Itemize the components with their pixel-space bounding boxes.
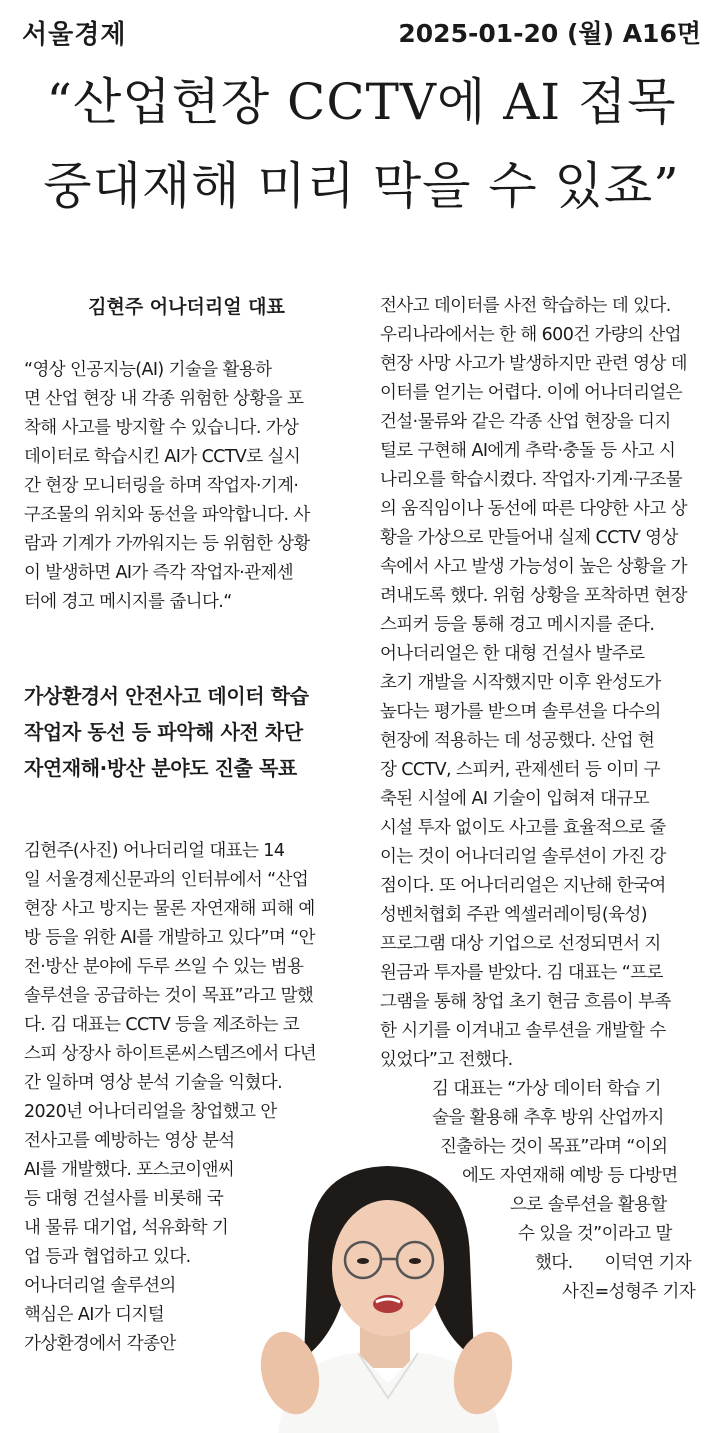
- photo-credit: 사진=성형주 기자: [562, 1282, 696, 1302]
- body-line: 이터를 얻기는 어렵다. 이에 어나더리얼은: [380, 383, 682, 403]
- body-line: 원금과 투자를 받았다. 김 대표는 “프로: [380, 963, 663, 983]
- body-line: 2020년 어나더리얼을 창업했고 안: [24, 1102, 277, 1122]
- body-line: 나리오를 학습시켰다. 작업자·기계·구조물: [380, 470, 682, 490]
- body-line: 의 움직임이나 동선에 따른 다양한 사고 상: [380, 499, 687, 519]
- body-line: 에도 자연재해 예방 등 다방면: [462, 1166, 678, 1186]
- body-line: 으로 솔루션을 활용할: [510, 1195, 667, 1215]
- body-line: 장 CCTV, 스피커, 관제센터 등 이미 구: [380, 760, 661, 780]
- body-line: 성벤처협회 주관 엑셀러레이팅(육성): [380, 905, 647, 925]
- body-line: 황을 가상으로 만들어내 실제 CCTV 영상: [380, 528, 678, 548]
- portrait-illustration: [238, 1158, 528, 1433]
- body-line: 솔루션을 공급하는 것이 목표”라고 말했: [24, 986, 314, 1006]
- lead-line: 이 발생하면 AI가 즉각 작업자·관제센: [24, 563, 294, 583]
- body-line: 그램을 통해 창업 초기 현금 흐름이 부족: [380, 992, 671, 1012]
- subhead-line: 작업자 동선 등 파악해 사전 차단: [24, 720, 303, 744]
- body-line: 시설 투자 없이도 사고를 효율적으로 줄: [380, 818, 666, 838]
- body-line: 방 등을 위한 AI를 개발하고 있다”며 “안: [24, 928, 315, 948]
- body-line: 털로 구현해 AI에게 추락·충돌 등 사고 시: [380, 441, 676, 461]
- lead-line: “영상 인공지능(AI) 기술을 활용하: [24, 360, 272, 380]
- body-line: 어나더리얼은 한 대형 건설사 발주로: [380, 644, 645, 664]
- date-page: 2025-01-20 (월) A16면: [398, 19, 701, 48]
- lead-line: 면 산업 현장 내 각종 위험한 상황을 포: [24, 389, 304, 409]
- body-line: 수 있을 것”이라고 말: [518, 1224, 672, 1244]
- subhead-line: 가상환경서 안전사고 데이터 학습: [24, 684, 309, 708]
- lead-line: 데이터로 학습시킨 AI가 CCTV로 실시: [24, 447, 301, 467]
- body-line: 간 일하며 영상 분석 기술을 익혔다.: [24, 1073, 283, 1093]
- body-line: 등 대형 건설사를 비롯해 국: [24, 1189, 224, 1209]
- body-line-end: 했다.: [535, 1253, 573, 1273]
- body-line: 진출하는 것이 목표”라며 “이외: [440, 1137, 668, 1157]
- lead-line: 터에 경고 메시지를 줍니다.“: [24, 592, 232, 612]
- body-line: 전·방산 분야에 두루 쓰일 수 있는 범용: [24, 957, 304, 977]
- body-line: 업 등과 협업하고 있다.: [24, 1247, 191, 1267]
- body-line: 려내도록 했다. 위험 상황을 포착하면 현장: [380, 586, 687, 606]
- body-line: 속에서 사고 발생 가능성이 높은 상황을 가: [380, 557, 687, 577]
- body-line: 현장에 적용하는 데 성공했다. 산업 현: [380, 731, 655, 751]
- body-line: 현장 사망 사고가 발생하지만 관련 영상 데: [380, 354, 687, 374]
- body-line: 술을 활용해 추후 방위 산업까지: [432, 1108, 664, 1128]
- subhead-line: 자연재해·방산 분야도 진출 목표: [24, 756, 297, 780]
- body-line: 있었다”고 전했다.: [380, 1050, 513, 1070]
- body-line: 현장 사고 방지는 물론 자연재해 피해 예: [24, 899, 315, 919]
- body-line: 내 물류 대기업, 석유화학 기: [24, 1218, 229, 1238]
- body-line: 김 대표는 “가상 데이터 학습 기: [432, 1079, 661, 1099]
- body-line: 높다는 평가를 받으며 솔루션을 다수의: [380, 702, 661, 722]
- headline-line-1: “산업현장 CCTV에 AI 접목: [46, 73, 677, 131]
- body-line: 프로그램 대상 기업으로 선정되면서 지: [380, 934, 661, 954]
- reporter-credit: 이덕연 기자: [604, 1253, 692, 1273]
- body-line: 점이다. 또 어나더리얼은 지난해 한국여: [380, 876, 666, 896]
- body-line: 한 시기를 이겨내고 솔루션을 개발할 수: [380, 1021, 666, 1041]
- publication-name: 서울경제: [22, 20, 127, 50]
- portrait-photo: [238, 1158, 528, 1433]
- body-line: 초기 개발을 시작했지만 이후 완성도가: [380, 673, 661, 693]
- body-line: 이는 것이 어나더리얼 솔루션이 가진 강: [380, 847, 666, 867]
- lead-line: 람과 기계가 가까워지는 등 위험한 상황: [24, 534, 310, 554]
- body-line: 일 서울경제신문과의 인터뷰에서 “산업: [24, 870, 309, 890]
- lead-line: 착해 사고를 방지할 수 있습니다. 가상: [24, 418, 299, 438]
- body-line: 전사고 데이터를 사전 학습하는 데 있다.: [380, 296, 671, 316]
- body-line: AI를 개발했다. 포스코이앤씨: [24, 1160, 235, 1180]
- body-line: 어나더리얼 솔루션의: [24, 1276, 176, 1296]
- headline-line-2: 중대재해 미리 막을 수 있죠”: [43, 157, 680, 215]
- byline: 김현주 어나더리얼 대표: [88, 296, 285, 318]
- body-right: [380, 292, 705, 1307]
- lead-line: 구조물의 위치와 동선을 파악합니다. 사: [24, 505, 310, 525]
- lead-line: 간 현장 모니터링을 하며 작업자·기계·: [24, 476, 299, 496]
- body-line: 김현주(사진) 어나더리얼 대표는 14: [24, 841, 285, 861]
- subheads: [24, 678, 349, 786]
- body-line: 건설·물류와 같은 각종 산업 현장을 디지: [380, 412, 671, 432]
- body-line: 우리나라에서는 한 해 600건 가량의 산업: [380, 325, 681, 345]
- body-line: 스피 상장사 하이트론씨스템즈에서 다년: [24, 1044, 317, 1064]
- body-line: 스피커 등을 통해 경고 메시지를 준다.: [380, 615, 655, 635]
- body-line: 가상환경에서 각종안: [24, 1334, 176, 1354]
- body-line: 축된 시설에 AI 기술이 입혀져 대규모: [380, 789, 650, 809]
- lead-quote: [24, 356, 349, 617]
- body-line: 전사고를 예방하는 영상 분석: [24, 1131, 235, 1151]
- body-line: 다. 김 대표는 CCTV 등을 제조하는 코: [24, 1015, 300, 1035]
- body-line: 핵심은 AI가 디지털: [24, 1305, 164, 1325]
